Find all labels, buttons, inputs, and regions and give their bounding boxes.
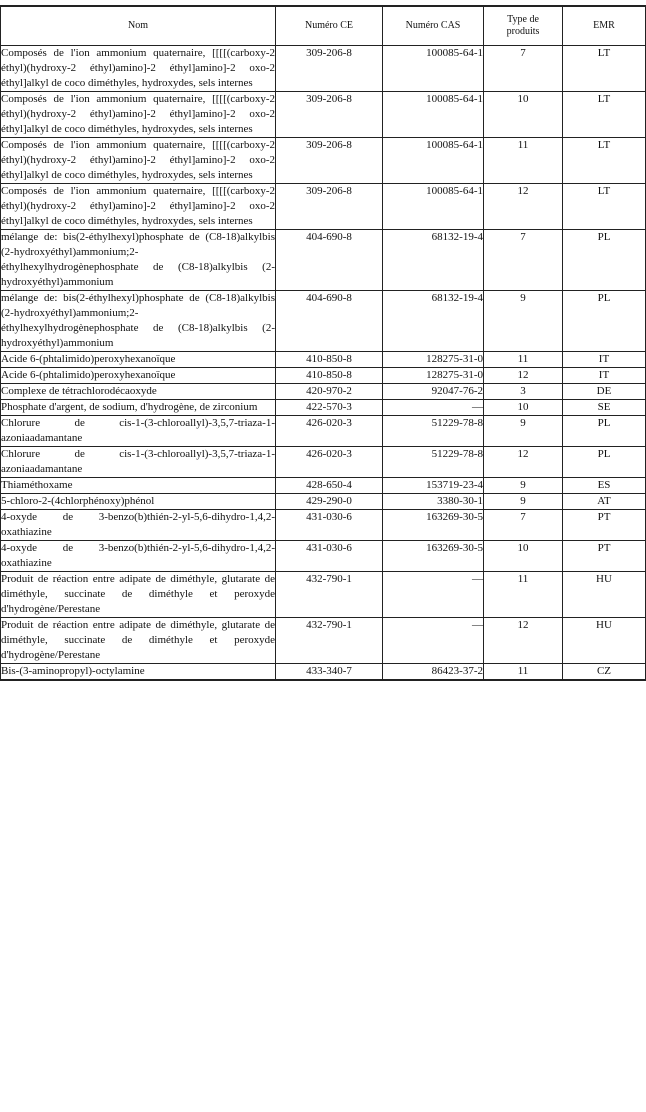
cell-numero-ce: 432-790-1	[276, 572, 383, 618]
cell-numero-ce: 426-020-3	[276, 447, 383, 478]
cell-nom: mélange de: bis(2-éthylhexyl)phosphate de (C8-18)alkylbis (2-hydroxyéthyl)ammonium;2-éthylhexylhydrogènephosphate de (C8-18)alkylbis (2-hydroxyéthyl)ammonium	[1, 291, 276, 352]
cell-numero-cas: 92047-76-2	[383, 384, 484, 400]
cell-nom: Thiaméthoxame	[1, 478, 276, 494]
cell-numero-cas: 68132-19-4	[383, 291, 484, 352]
cell-type-produits: 12	[484, 618, 563, 664]
cell-numero-cas: 128275-31-0	[383, 352, 484, 368]
cell-numero-cas: 163269-30-5	[383, 541, 484, 572]
table-row	[1, 416, 646, 447]
cell-nom: Composés de l'ion ammonium quaternaire, [[[[(carboxy-2 éthyl)(hydroxy-2 éthyl)amino]-2 éthyl]amino]-2 oxo-2 éthyl]alkyl de coco diméthyles, hydroxydes, sels internes	[1, 92, 276, 138]
cell-numero-cas: 100085-64-1	[383, 184, 484, 230]
cell-emr: LT	[563, 46, 646, 92]
cell-numero-ce: 420-970-2	[276, 384, 383, 400]
cell-numero-cas: 51229-78-8	[383, 447, 484, 478]
table-row	[1, 352, 646, 368]
cell-emr: DE	[563, 384, 646, 400]
cell-numero-cas: 68132-19-4	[383, 230, 484, 291]
cell-nom: Composés de l'ion ammonium quaternaire, [[[[(carboxy-2 éthyl)(hydroxy-2 éthyl)amino]-2 éthyl]amino]-2 oxo-2 éthyl]alkyl de coco diméthyles, hydroxydes, sels internes	[1, 184, 276, 230]
cell-numero-ce: 410-850-8	[276, 352, 383, 368]
cell-emr: LT	[563, 184, 646, 230]
cell-nom: Acide 6-(phtalimido)peroxyhexanoïque	[1, 352, 276, 368]
cell-numero-ce: 309-206-8	[276, 184, 383, 230]
header-emr: EMR	[563, 6, 646, 46]
cell-emr: IT	[563, 352, 646, 368]
cell-numero-ce: 431-030-6	[276, 510, 383, 541]
cell-type-produits: 11	[484, 664, 563, 681]
cell-type-produits: 3	[484, 384, 563, 400]
substances-table	[0, 5, 646, 681]
cell-numero-cas: 163269-30-5	[383, 510, 484, 541]
cell-numero-cas: —	[383, 572, 484, 618]
cell-type-produits: 12	[484, 368, 563, 384]
cell-nom: Produit de réaction entre adipate de diméthyle, glutarate de diméthyle, succinate de diméthyle et peroxyde d'hydrogène/Perestane	[1, 572, 276, 618]
cell-nom: 5-chloro-2-(4chlorphénoxy)phénol	[1, 494, 276, 510]
cell-nom: Composés de l'ion ammonium quaternaire, [[[[(carboxy-2 éthyl)(hydroxy-2 éthyl)amino]-2 éthyl]amino]-2 oxo-2 éthyl]alkyl de coco diméthyles, hydroxydes, sels internes	[1, 138, 276, 184]
cell-numero-cas: —	[383, 618, 484, 664]
table-row	[1, 384, 646, 400]
cell-numero-cas: 100085-64-1	[383, 92, 484, 138]
cell-nom: mélange de: bis(2-éthylhexyl)phosphate de (C8-18)alkylbis (2-hydroxyéthyl)ammonium;2-éthylhexylhydrogènephosphate de (C8-18)alkylbis (2-hydroxyéthyl)ammonium	[1, 230, 276, 291]
cell-numero-ce: 309-206-8	[276, 138, 383, 184]
table-row	[1, 447, 646, 478]
cell-type-produits: 11	[484, 138, 563, 184]
table-row	[1, 138, 646, 184]
cell-nom: Phosphate d'argent, de sodium, d'hydrogène, de zirconium	[1, 400, 276, 416]
cell-nom: Composés de l'ion ammonium quaternaire, [[[[(carboxy-2 éthyl)(hydroxy-2 éthyl)amino]-2 éthyl]amino]-2 oxo-2 éthyl]alkyl de coco diméthyles, hydroxydes, sels internes	[1, 46, 276, 92]
header-type-produits: Type de produits	[484, 6, 563, 46]
table-row	[1, 400, 646, 416]
cell-emr: HU	[563, 618, 646, 664]
cell-emr: AT	[563, 494, 646, 510]
cell-numero-cas: 100085-64-1	[383, 138, 484, 184]
cell-type-produits: 9	[484, 494, 563, 510]
table-row	[1, 664, 646, 681]
cell-numero-ce: 309-206-8	[276, 92, 383, 138]
cell-nom: Chlorure de cis-1-(3-chloroallyl)-3,5,7-triaza-1-azoniaadamantane	[1, 447, 276, 478]
cell-numero-ce: 410-850-8	[276, 368, 383, 384]
cell-emr: LT	[563, 92, 646, 138]
cell-numero-cas: 100085-64-1	[383, 46, 484, 92]
cell-emr: PL	[563, 447, 646, 478]
cell-numero-ce: 428-650-4	[276, 478, 383, 494]
cell-nom: Produit de réaction entre adipate de diméthyle, glutarate de diméthyle, succinate de diméthyle et peroxyde d'hydrogène/Perestane	[1, 618, 276, 664]
table-row	[1, 494, 646, 510]
cell-numero-ce: 433-340-7	[276, 664, 383, 681]
cell-numero-ce: 422-570-3	[276, 400, 383, 416]
cell-nom: Bis-(3-aminopropyl)-octylamine	[1, 664, 276, 681]
cell-type-produits: 7	[484, 510, 563, 541]
cell-numero-ce: 429-290-0	[276, 494, 383, 510]
table-row	[1, 92, 646, 138]
cell-emr: PL	[563, 230, 646, 291]
cell-emr: ES	[563, 478, 646, 494]
cell-emr: PT	[563, 541, 646, 572]
table-row	[1, 510, 646, 541]
cell-emr: IT	[563, 368, 646, 384]
table-row	[1, 184, 646, 230]
cell-numero-cas: —	[383, 400, 484, 416]
table-row	[1, 230, 646, 291]
table-row	[1, 46, 646, 92]
cell-numero-ce: 309-206-8	[276, 46, 383, 92]
header-nom: Nom	[1, 6, 276, 46]
cell-numero-cas: 3380-30-1	[383, 494, 484, 510]
cell-nom: Acide 6-(phtalimido)peroxyhexanoïque	[1, 368, 276, 384]
cell-numero-ce: 404-690-8	[276, 230, 383, 291]
cell-nom: Chlorure de cis-1-(3-chloroallyl)-3,5,7-triaza-1-azoniaadamantane	[1, 416, 276, 447]
cell-type-produits: 11	[484, 352, 563, 368]
cell-type-produits: 10	[484, 400, 563, 416]
cell-numero-cas: 153719-23-4	[383, 478, 484, 494]
cell-emr: LT	[563, 138, 646, 184]
cell-nom: 4-oxyde de 3-benzo(b)thién-2-yl-5,6-dihydro-1,4,2-oxathiazine	[1, 510, 276, 541]
cell-numero-cas: 128275-31-0	[383, 368, 484, 384]
table-row	[1, 541, 646, 572]
cell-type-produits: 11	[484, 572, 563, 618]
table-row	[1, 618, 646, 664]
cell-numero-cas: 86423-37-2	[383, 664, 484, 681]
cell-emr: PL	[563, 291, 646, 352]
cell-type-produits: 12	[484, 184, 563, 230]
cell-numero-cas: 51229-78-8	[383, 416, 484, 447]
table-header-row	[1, 6, 646, 46]
cell-type-produits: 10	[484, 541, 563, 572]
table-row	[1, 478, 646, 494]
cell-emr: HU	[563, 572, 646, 618]
cell-type-produits: 12	[484, 447, 563, 478]
cell-type-produits: 7	[484, 46, 563, 92]
cell-type-produits: 7	[484, 230, 563, 291]
cell-numero-ce: 431-030-6	[276, 541, 383, 572]
cell-nom: 4-oxyde de 3-benzo(b)thién-2-yl-5,6-dihydro-1,4,2-oxathiazine	[1, 541, 276, 572]
cell-type-produits: 9	[484, 478, 563, 494]
cell-emr: CZ	[563, 664, 646, 681]
cell-type-produits: 10	[484, 92, 563, 138]
cell-numero-ce: 426-020-3	[276, 416, 383, 447]
cell-emr: PT	[563, 510, 646, 541]
table-row	[1, 368, 646, 384]
cell-nom: Complexe de tétrachlorodécaoxyde	[1, 384, 276, 400]
cell-emr: PL	[563, 416, 646, 447]
cell-numero-ce: 404-690-8	[276, 291, 383, 352]
cell-emr: SE	[563, 400, 646, 416]
table-row	[1, 291, 646, 352]
cell-type-produits: 9	[484, 291, 563, 352]
header-numero-cas: Numéro CAS	[383, 6, 484, 46]
cell-numero-ce: 432-790-1	[276, 618, 383, 664]
table-row	[1, 572, 646, 618]
header-numero-ce: Numéro CE	[276, 6, 383, 46]
cell-type-produits: 9	[484, 416, 563, 447]
